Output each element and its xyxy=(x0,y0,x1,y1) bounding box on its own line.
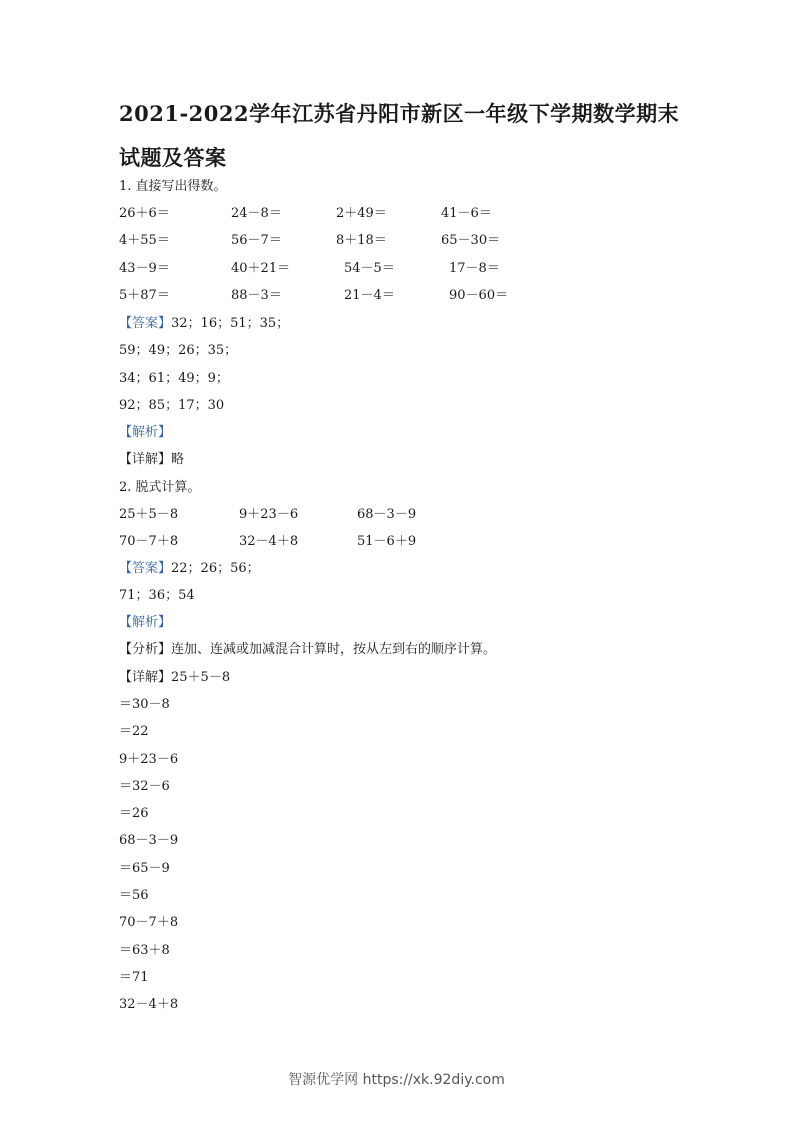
calc-step: ＝63＋8 xyxy=(119,943,170,958)
answer-text: 34；61；49；9； xyxy=(119,371,229,386)
fenxi-text: 连加、连减或加减混合计算时，按从左到右的顺序计算。 xyxy=(171,642,497,657)
q1-cell: 56－7＝ xyxy=(231,233,282,248)
answer-text: 92；85；17；30 xyxy=(119,398,225,413)
q1-cell: 4＋55＝ xyxy=(119,233,170,248)
q1-cell: 26＋6＝ xyxy=(119,206,170,221)
calc-step: 9＋23－6 xyxy=(119,752,179,767)
answer-text: 32；16；51；35； xyxy=(171,316,290,331)
q2-fenxi xyxy=(119,641,496,659)
analysis-tag: 【解析】 xyxy=(119,425,172,440)
q1-cell: 54－5＝ xyxy=(344,261,395,276)
fenxi-tag: 【分析】 xyxy=(119,642,172,657)
q1-cell: 2＋49＝ xyxy=(336,206,387,221)
q1-cell: 43－9＝ xyxy=(119,261,170,276)
calc-step: ＝71 xyxy=(119,970,149,985)
calc-step: ＝26 xyxy=(119,806,149,821)
q1-cell: 24－8＝ xyxy=(231,206,282,221)
q2-prompt: 2. 脱式计算。 xyxy=(119,480,201,495)
q1-cell: 17－8＝ xyxy=(449,261,500,276)
q2-cell: 32－4＋8 xyxy=(239,534,299,549)
q1-cell: 40＋21＝ xyxy=(231,261,291,276)
calc-step: 70－7＋8 xyxy=(119,915,179,930)
detail-text: 25＋5－8 xyxy=(171,670,231,685)
answer-text: 59；49；26；35； xyxy=(119,343,238,358)
answer-text: 22；26；56； xyxy=(171,561,260,576)
calc-step: ＝65－9 xyxy=(119,861,170,876)
answer-tag: 【答案】 xyxy=(119,316,172,331)
q1-cell: 41－6＝ xyxy=(441,206,492,221)
answer-text: 71；36；54 xyxy=(119,588,195,603)
analysis-tag: 【解析】 xyxy=(119,615,172,630)
page-title: 2021-2022学年江苏省丹阳市新区一年级下学期数学期末试题及答案 xyxy=(119,101,680,170)
q2-cell: 9＋23－6 xyxy=(239,507,299,522)
detail-text: 略 xyxy=(171,452,185,467)
q2-cell: 68－3－9 xyxy=(357,507,417,522)
q1-prompt: 1. 直接写出得数。 xyxy=(119,179,227,194)
q1-cell: 5＋87＝ xyxy=(119,288,170,303)
detail-tag: 【详解】 xyxy=(119,670,172,685)
calc-step: ＝56 xyxy=(119,888,149,903)
q1-detail xyxy=(119,451,184,469)
answer-tag: 【答案】 xyxy=(119,561,172,576)
footer-watermark: 智源优学网 https://xk.92diy.com xyxy=(288,1072,505,1088)
q2-answer xyxy=(119,560,260,578)
calc-step: ＝30－8 xyxy=(119,697,170,712)
q1-cell: 21－4＝ xyxy=(344,288,395,303)
q2-detail xyxy=(119,669,230,687)
calc-step: ＝22 xyxy=(119,724,149,739)
q1-cell: 88－3＝ xyxy=(231,288,282,303)
detail-tag: 【详解】 xyxy=(119,452,172,467)
q2-cell: 51－6＋9 xyxy=(357,534,417,549)
calc-step: 68－3－9 xyxy=(119,833,179,848)
q2-cell: 25＋5－8 xyxy=(119,507,179,522)
q1-cell: 8＋18＝ xyxy=(336,233,387,248)
q2-cell: 70－7＋8 xyxy=(119,534,179,549)
q1-answer xyxy=(119,315,289,333)
calc-step: ＝32－6 xyxy=(119,779,170,794)
q1-cell: 90－60＝ xyxy=(449,288,509,303)
q1-cell: 65－30＝ xyxy=(441,233,501,248)
calc-step: 32－4＋8 xyxy=(119,997,179,1012)
